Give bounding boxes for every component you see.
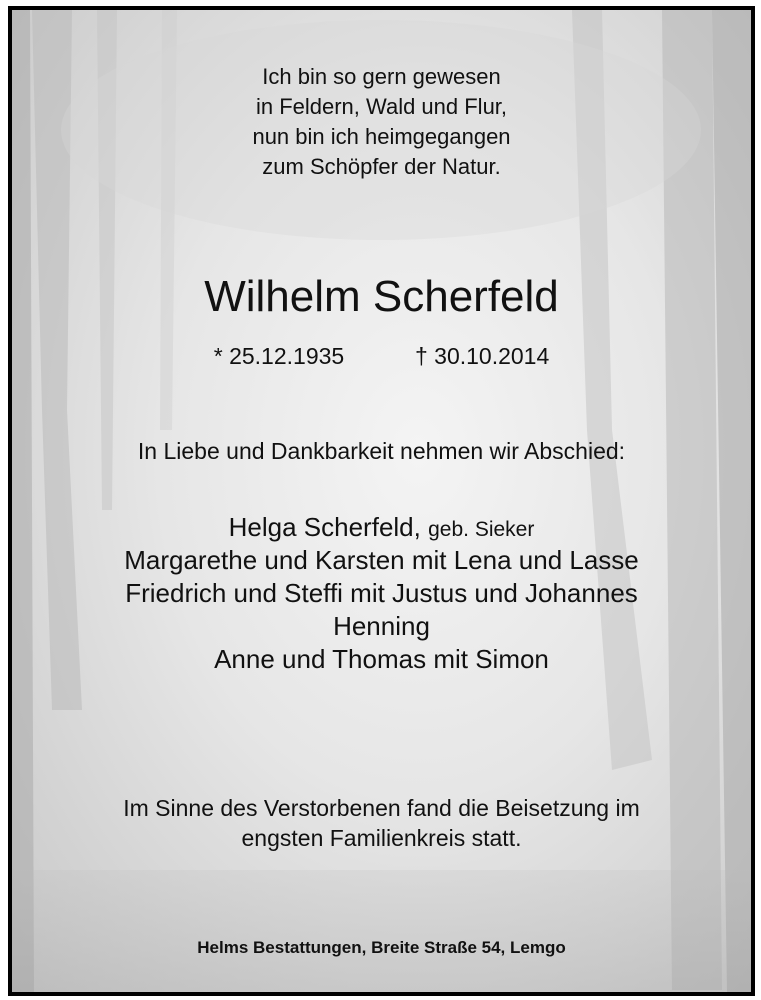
mourner-line-2: Margarethe und Karsten mit Lena und Lasse [124,545,639,575]
verse-line-3: nun bin ich heimgegangen [252,124,511,149]
birth-date: * 25.12.1935 [213,343,345,369]
funeral-home: Helms Bestattungen, Breite Straße 54, Lemgo [197,938,566,957]
verse-line-1: Ich bin so gern gewesen [262,64,501,89]
closing-line-1: Im Sinne des Verstorbenen fand die Beisetzung im [123,795,640,821]
widow-name: Helga Scherfeld, [228,512,421,542]
verse-line-4: zum Schöpfer der Natur. [262,154,501,179]
obituary-card [8,6,755,996]
mourner-line-5: Anne und Thomas mit Simon [214,644,549,674]
verse-line-2: in Feldern, Wald und Flur, [255,94,508,119]
deceased-name: Wilhelm Scherfeld [204,272,559,321]
mourner-line-4: Henning [333,611,430,641]
death-date: † 30.10.2014 [414,343,550,369]
mourner-line-3: Friedrich und Steffi mit Justus und Johannes [125,578,638,608]
closing-line-2: engsten Familienkreis statt. [241,825,522,851]
mourner-widow [12,512,751,543]
widow-maiden-name: geb. Sieker [428,518,535,541]
life-dates [12,343,751,370]
farewell-intro: In Liebe und Dankbarkeit nehmen wir Abschied: [137,438,626,464]
